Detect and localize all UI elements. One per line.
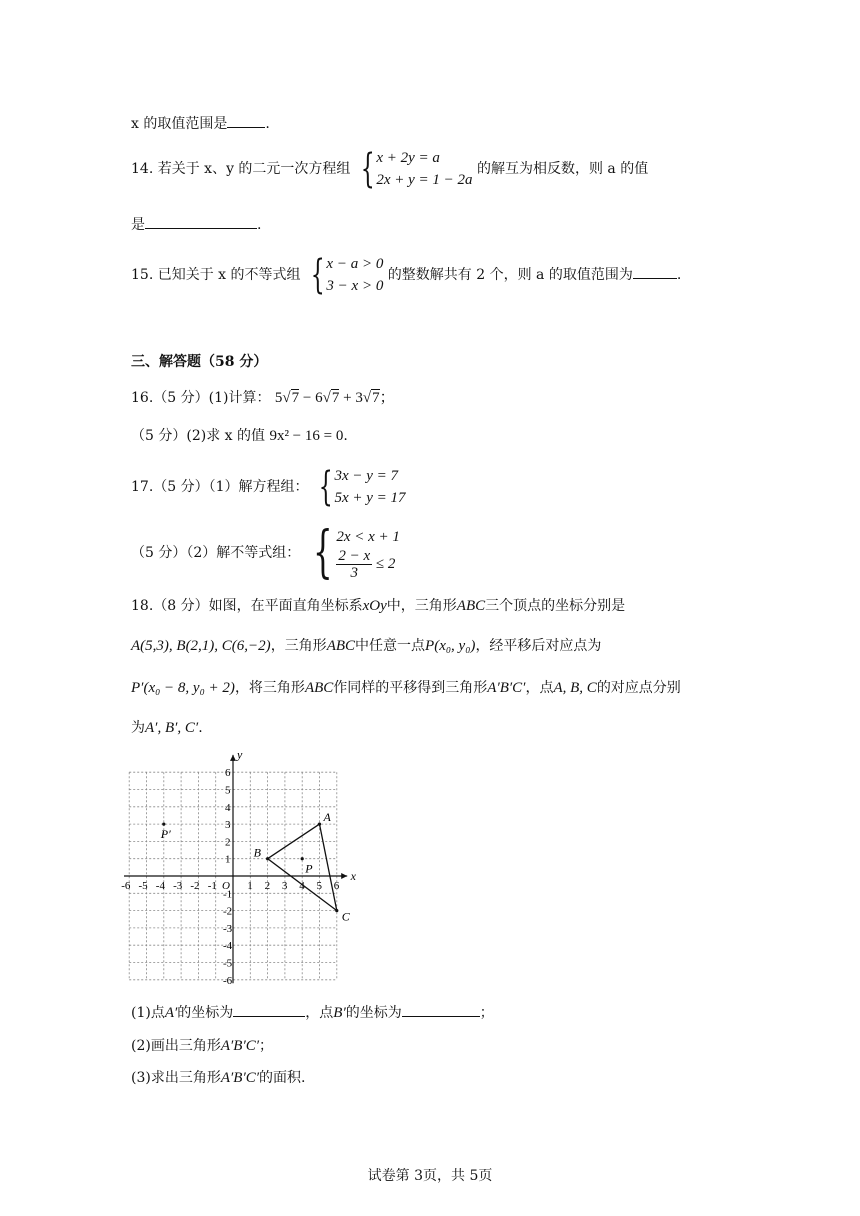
coordinate-grid-figure	[121, 747, 368, 988]
end: .	[343, 428, 348, 444]
x-tick-label: -4	[155, 880, 165, 892]
coef: + 3	[339, 390, 363, 406]
x-tick-label: 1	[247, 880, 253, 892]
text: ，点	[525, 680, 554, 696]
inequality-system	[305, 253, 383, 297]
math: P′(x₀ − 8, y₀ + 2)	[131, 680, 235, 696]
math: A′B′C′	[220, 1070, 260, 1086]
y-tick-label: -6	[223, 974, 233, 987]
sqrt-expression	[275, 390, 395, 406]
point-marker	[162, 823, 165, 826]
text: 为	[131, 720, 145, 736]
y-tick-label: -1	[223, 888, 233, 901]
q17-prefix: （5 分）（1）解方程组：	[153, 479, 309, 495]
text: ；	[479, 1005, 494, 1021]
question-18-line-1	[131, 596, 625, 616]
coef: − 6	[299, 390, 323, 406]
math: P(x₀, y₀)	[425, 638, 476, 654]
q13-text: x 的取值范围是	[131, 116, 228, 132]
point-label: P′	[160, 827, 171, 842]
equation-1: 3x − y = 7	[334, 468, 398, 484]
text: 的坐标为	[177, 1005, 234, 1021]
question-18-sub-3	[131, 1068, 305, 1088]
equation-system	[313, 465, 406, 509]
semicolon: ；	[379, 390, 395, 406]
inequality-1: 2x < x + 1	[336, 528, 400, 545]
fraction	[336, 548, 372, 581]
question-16-part-2	[131, 426, 348, 446]
brace-icon: {	[312, 520, 333, 585]
brace-icon: {	[318, 464, 333, 510]
x-tick-label: 4	[299, 880, 305, 892]
text: (3)求出三角形	[131, 1070, 221, 1086]
coef: 5	[274, 390, 283, 406]
question-15	[131, 253, 681, 297]
radicand: 7	[331, 390, 340, 406]
question-number: 14.	[131, 161, 154, 177]
point-label: C	[341, 909, 350, 924]
y-tick-label: 3	[225, 819, 231, 832]
question-18-line-4	[131, 718, 203, 738]
math: ABC	[456, 598, 486, 614]
inequality-1: x − a > 0	[326, 256, 384, 272]
q14-text-2: 的解互为相反数，则 a 的值	[476, 161, 649, 177]
y-tick-label: 4	[225, 801, 231, 814]
math: A′B′C′	[487, 680, 526, 696]
x-tick-label: -5	[138, 880, 148, 892]
text: （8 分）如图，在平面直角坐标系	[153, 598, 363, 614]
point-marker	[301, 857, 304, 860]
text: ，点	[305, 1005, 334, 1021]
x-tick-label: -6	[121, 880, 131, 892]
x-tick-label: 5	[316, 880, 322, 892]
text: ；	[259, 1038, 274, 1054]
math: A, B, C	[553, 680, 597, 696]
math: A′	[164, 1005, 178, 1021]
point-marker	[335, 909, 338, 912]
x-axis-label: x	[350, 869, 356, 883]
point-label: P	[305, 861, 313, 876]
y-tick-label: -3	[223, 922, 233, 935]
q14-text-3: 是	[131, 217, 145, 233]
y-axis-label: y	[237, 747, 243, 762]
equation-2: 2x + y = 1 − 2a	[376, 172, 473, 188]
question-18-line-2	[131, 636, 601, 656]
y-tick-label: 5	[225, 784, 231, 797]
math: B′	[333, 1005, 346, 1021]
question-18-line-3	[131, 678, 681, 698]
x-axis-arrow-icon	[341, 873, 347, 879]
equation: 9x² − 16 = 0	[269, 428, 344, 444]
y-tick-label: 6	[225, 767, 231, 780]
question-14	[131, 147, 648, 191]
origin-label: O	[222, 880, 230, 892]
answer-blank[interactable]	[402, 1002, 480, 1017]
y-tick-label: -4	[223, 940, 233, 953]
x-tick-label: 6	[333, 880, 340, 892]
question-14-cont	[131, 214, 261, 235]
text: 的面积.	[259, 1070, 306, 1086]
inequality-2	[336, 548, 400, 581]
question-number: 16.	[131, 390, 154, 406]
q15-end: .	[676, 267, 682, 283]
inequality-2: 3 − x > 0	[326, 278, 384, 294]
q16-prefix-2: （5 分）(2)求 x 的值	[131, 428, 265, 444]
ineq-tail: ≤ 2	[375, 555, 396, 572]
y-axis-arrow-icon	[230, 755, 236, 761]
question-number: 18.	[131, 598, 154, 614]
math: A′, B′, C′	[145, 720, 199, 736]
y-tick-label: -2	[223, 905, 233, 918]
point-marker	[266, 857, 269, 860]
text: ，经平移后对应点为	[475, 638, 602, 654]
text: ，将三角形	[234, 680, 305, 696]
question-18-sub-1	[131, 1002, 494, 1023]
text: 作同样的平移得到三角形	[333, 680, 488, 696]
answer-blank[interactable]	[633, 264, 677, 279]
brace-icon: {	[360, 146, 375, 192]
math: A(5,3), B(2,1), C(6,−2)	[131, 638, 271, 654]
text: 的坐标为	[345, 1005, 402, 1021]
radicand: 7	[291, 390, 300, 406]
math: xOy	[362, 598, 387, 614]
answer-blank[interactable]	[233, 1002, 305, 1017]
question-number: 17.	[131, 479, 154, 495]
math: ABC	[304, 680, 334, 696]
sqrt-symbol: √7	[322, 390, 340, 406]
answer-blank[interactable]	[145, 214, 257, 229]
q13-tail	[131, 113, 270, 134]
numerator: 2 − x	[338, 547, 371, 564]
denominator: 3	[350, 564, 358, 581]
answer-blank[interactable]	[227, 113, 265, 128]
radicand: 7	[372, 390, 380, 406]
question-17-part-1	[131, 465, 406, 509]
q15-text-2: 的整数解共有 2 个，则 a 的取值范围为	[387, 267, 633, 283]
text: 三个顶点的坐标分别是	[485, 598, 626, 614]
equation-1: x + 2y = a	[376, 150, 440, 166]
x-tick-label: 3	[281, 880, 288, 892]
sqrt-symbol: √7	[282, 390, 300, 406]
sqrt-symbol: √7	[362, 390, 380, 406]
question-number: 15.	[131, 267, 154, 283]
q14-end: .	[257, 217, 262, 233]
q17-prefix-2: （5 分）（2）解不等式组：	[131, 545, 301, 561]
point-label: B	[253, 845, 261, 860]
section-title: 三、解答题（58 分）	[131, 354, 268, 370]
q13-end: .	[265, 116, 270, 132]
math: ABC	[326, 638, 356, 654]
text: ，三角形	[270, 638, 327, 654]
question-16-part-1	[131, 388, 395, 408]
q14-text: 若关于 x、y 的二元一次方程组	[157, 161, 351, 177]
text: 中任意一点	[355, 638, 426, 654]
text: 中，三角形	[386, 598, 457, 614]
x-tick-label: -3	[173, 880, 183, 892]
y-tick-label: 2	[225, 836, 231, 849]
text: 的对应点分别	[596, 680, 681, 696]
equation-system	[355, 147, 473, 191]
question-17-part-2	[131, 520, 400, 585]
page-footer: 试卷第 3页，共 5页	[367, 1168, 493, 1184]
y-tick-label: 1	[225, 853, 231, 866]
inequality-system	[305, 520, 400, 585]
x-tick-label: 2	[264, 880, 271, 892]
q16-prefix: （5 分）(1)计算：	[153, 390, 271, 406]
x-tick-label: -1	[207, 880, 217, 892]
text: .	[198, 720, 203, 736]
math: A′B′C′	[220, 1038, 260, 1054]
point-marker	[318, 823, 321, 826]
text: (2)画出三角形	[131, 1038, 221, 1054]
question-18-sub-2	[131, 1036, 273, 1056]
y-tick-label: -5	[223, 957, 233, 970]
text: (1)点	[131, 1005, 165, 1021]
x-tick-label: -2	[190, 880, 200, 892]
brace-icon: {	[310, 252, 325, 298]
q15-text: 已知关于 x 的不等式组	[157, 267, 301, 283]
equation-2: 5x + y = 17	[334, 490, 406, 506]
point-label: A	[323, 810, 331, 825]
